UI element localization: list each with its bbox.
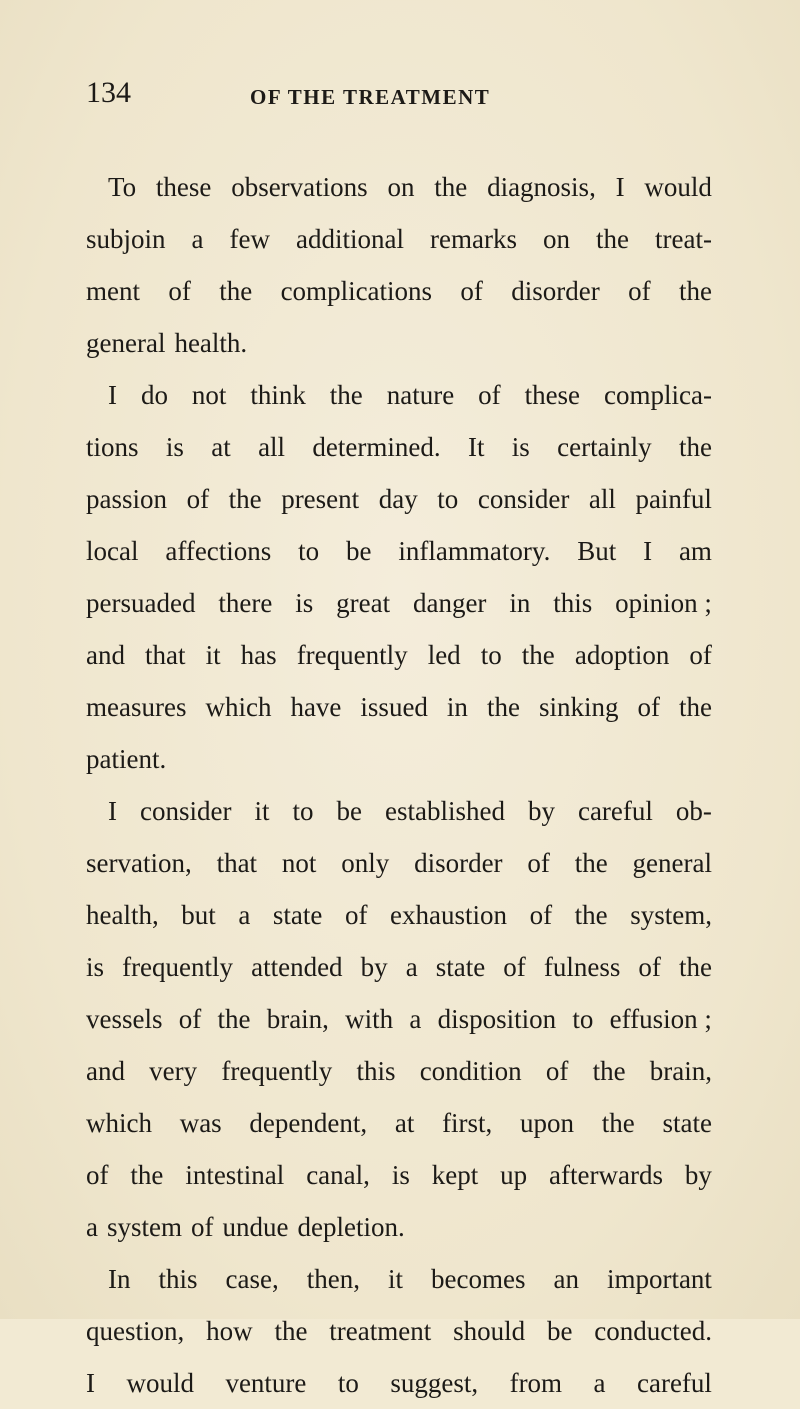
word: of	[344, 900, 368, 930]
word: servation,	[86, 848, 192, 878]
word: be	[346, 536, 372, 566]
text-line	[86, 941, 712, 993]
word: then,	[306, 1264, 360, 1294]
word: condition	[419, 1056, 522, 1086]
text-line	[86, 889, 712, 941]
word: is	[511, 432, 530, 462]
word: day	[378, 484, 418, 514]
word: patient.	[86, 744, 167, 774]
word: of	[689, 640, 712, 670]
word: the	[486, 692, 520, 722]
word: a	[593, 1368, 606, 1398]
word: subjoin	[86, 224, 166, 254]
word: from	[509, 1368, 563, 1398]
word: is	[391, 1160, 410, 1190]
word: the	[678, 692, 712, 722]
word: few	[229, 224, 271, 254]
word: the	[678, 276, 712, 306]
word: led	[427, 640, 461, 670]
word: vessels	[86, 1004, 163, 1034]
text-line	[86, 317, 712, 369]
word: system	[106, 1212, 182, 1242]
word: has	[240, 640, 277, 670]
word: painful	[635, 484, 712, 514]
word: complications	[280, 276, 433, 306]
word: very	[149, 1056, 198, 1086]
word: complica-	[603, 380, 712, 410]
word: in	[446, 692, 468, 722]
word: persuaded	[86, 588, 196, 618]
word: it	[254, 796, 270, 826]
word: have	[290, 692, 342, 722]
text-line	[86, 1201, 712, 1253]
word: a	[238, 900, 251, 930]
word: how	[206, 1316, 253, 1346]
word: frequently	[221, 1056, 333, 1086]
word: exhaustion	[390, 900, 508, 930]
word: undue	[222, 1212, 289, 1242]
word: all	[258, 432, 286, 462]
word: danger	[412, 588, 487, 618]
word: disposition	[437, 1004, 557, 1034]
word: the	[219, 276, 253, 306]
word: effusion ;	[609, 1004, 712, 1034]
word: ment	[86, 276, 140, 306]
word: treat-	[655, 224, 712, 254]
word: be	[546, 1316, 573, 1346]
word: there	[218, 588, 273, 618]
text-line	[86, 1305, 712, 1357]
word: of	[638, 952, 661, 982]
word: measures	[86, 692, 187, 722]
word: state	[662, 1108, 712, 1138]
word: on	[387, 172, 415, 202]
word: I	[615, 172, 625, 202]
word: certainly	[557, 432, 652, 462]
word: system,	[630, 900, 712, 930]
word: the	[592, 1056, 626, 1086]
text-line	[86, 473, 712, 525]
word: at	[211, 432, 231, 462]
word: of	[527, 848, 550, 878]
word: the	[434, 172, 468, 202]
text-line	[86, 577, 712, 629]
text-line	[86, 369, 712, 421]
word: that	[145, 640, 186, 670]
word: I	[108, 380, 117, 410]
text-line	[86, 161, 712, 213]
word: To	[108, 172, 137, 202]
word: is	[295, 588, 314, 618]
word: venture	[225, 1368, 307, 1398]
word: a	[409, 1004, 422, 1034]
word: by	[527, 796, 555, 826]
word: the	[678, 432, 712, 462]
text-line	[86, 1045, 712, 1097]
word: it	[205, 640, 221, 670]
word: In	[108, 1264, 131, 1294]
word: attended	[251, 952, 343, 982]
word: at	[394, 1108, 415, 1138]
word: by	[360, 952, 388, 982]
word: of	[628, 276, 651, 306]
word: the	[596, 224, 630, 254]
text-line	[86, 993, 712, 1045]
word: kept	[431, 1160, 479, 1190]
word: case,	[225, 1264, 279, 1294]
text-line	[86, 265, 712, 317]
word: opinion ;	[615, 588, 712, 618]
word: frequently	[122, 952, 234, 982]
text-line	[86, 1253, 712, 1305]
word: conducted.	[594, 1316, 712, 1346]
text-line	[86, 525, 712, 577]
word: to	[480, 640, 502, 670]
word: to	[337, 1368, 359, 1398]
word: on	[543, 224, 571, 254]
text-line	[86, 1097, 712, 1149]
word: nature	[386, 380, 455, 410]
word: the	[274, 1316, 308, 1346]
word: of	[545, 1056, 569, 1086]
word: first,	[442, 1108, 493, 1138]
word: was	[179, 1108, 222, 1138]
word: important	[606, 1264, 712, 1294]
word: all	[588, 484, 616, 514]
word: this	[553, 588, 593, 618]
word: the	[329, 380, 363, 410]
word: this	[158, 1264, 198, 1294]
word: of	[168, 276, 191, 306]
word: the	[574, 848, 608, 878]
text-line	[86, 837, 712, 889]
word: intestinal	[185, 1160, 285, 1190]
word: which	[205, 692, 272, 722]
word: tions	[86, 432, 139, 462]
word: by	[684, 1160, 712, 1190]
word: of	[186, 484, 210, 514]
word: of	[637, 692, 660, 722]
text-line	[86, 1357, 712, 1409]
word: becomes	[431, 1264, 526, 1294]
word: this	[356, 1056, 396, 1086]
word: to	[292, 796, 314, 826]
word: that	[216, 848, 258, 878]
word: the	[217, 1004, 251, 1034]
word: do	[140, 380, 168, 410]
word: general	[86, 328, 166, 358]
text-line	[86, 213, 712, 265]
word: but	[181, 900, 216, 930]
word: depletion.	[297, 1212, 405, 1242]
word: disorder	[414, 848, 503, 878]
word: health,	[86, 900, 159, 930]
word: careful	[636, 1368, 712, 1398]
word: of	[503, 952, 526, 982]
word: additional	[296, 224, 405, 254]
word: and	[86, 640, 125, 670]
word: dependent,	[249, 1108, 368, 1138]
word: the	[601, 1108, 635, 1138]
text-line	[86, 1149, 712, 1201]
word: these	[155, 172, 212, 202]
word: in	[509, 588, 531, 618]
word: a	[191, 224, 204, 254]
word: of	[191, 1212, 214, 1242]
word: up	[500, 1160, 528, 1190]
word: passion	[86, 484, 167, 514]
word: would	[126, 1368, 194, 1398]
word: am	[678, 536, 712, 566]
word: disorder	[511, 276, 600, 306]
word: should	[453, 1316, 526, 1346]
running-title: OF THE TREATMENT	[250, 85, 491, 109]
word: adoption	[574, 640, 670, 670]
word: and	[86, 1056, 125, 1086]
word: present	[281, 484, 360, 514]
word: the	[130, 1160, 164, 1190]
word: brain,	[266, 1004, 329, 1034]
word: is	[86, 952, 105, 982]
word: consider	[140, 796, 232, 826]
text-line	[86, 785, 712, 837]
word: of	[529, 900, 553, 930]
word: careful	[577, 796, 653, 826]
word: I	[108, 796, 117, 826]
word: sinking	[538, 692, 619, 722]
word: upon	[520, 1108, 575, 1138]
word: established	[384, 796, 505, 826]
word: general	[632, 848, 712, 878]
word: local	[86, 536, 139, 566]
word: the	[521, 640, 555, 670]
word: canal,	[306, 1160, 370, 1190]
word: a	[86, 1212, 98, 1242]
word: state	[272, 900, 323, 930]
word: great	[336, 588, 391, 618]
word: diagnosis,	[487, 172, 596, 202]
word: the	[678, 952, 712, 982]
text-line	[86, 733, 712, 785]
word: inflammatory.	[398, 536, 551, 566]
body-text	[86, 161, 712, 1409]
word: afterwards	[549, 1160, 663, 1190]
word: observations	[231, 172, 368, 202]
word: to	[437, 484, 459, 514]
word: not	[191, 380, 227, 410]
word: it	[387, 1264, 403, 1294]
word: suggest,	[390, 1368, 479, 1398]
word: would	[644, 172, 712, 202]
word: determined.	[312, 432, 441, 462]
word: think	[250, 380, 306, 410]
word: fulness	[543, 952, 621, 982]
word: with	[345, 1004, 394, 1034]
word: not	[281, 848, 317, 878]
word: to	[298, 536, 320, 566]
word: a	[405, 952, 418, 982]
word: I	[643, 536, 653, 566]
word: question,	[86, 1316, 185, 1346]
word: brain,	[649, 1056, 712, 1086]
word: issued	[360, 692, 428, 722]
word: of	[178, 1004, 202, 1034]
word: an	[553, 1264, 579, 1294]
word: the	[228, 484, 262, 514]
word: of	[86, 1160, 109, 1190]
word: which	[86, 1108, 152, 1138]
page-header	[86, 76, 736, 116]
word: to	[572, 1004, 594, 1034]
word: frequently	[296, 640, 408, 670]
text-line	[86, 421, 712, 473]
word: only	[341, 848, 390, 878]
word: treatment	[329, 1316, 432, 1346]
word: health.	[174, 328, 248, 358]
text-line	[86, 629, 712, 681]
word: It	[467, 432, 485, 462]
word: remarks	[430, 224, 517, 254]
word: consider	[477, 484, 570, 514]
word: affections	[165, 536, 272, 566]
word: ob-	[675, 796, 712, 826]
word: of	[478, 380, 501, 410]
word: of	[460, 276, 483, 306]
word: is	[165, 432, 184, 462]
page-number: 134	[86, 76, 131, 109]
word: But	[577, 536, 617, 566]
word: be	[336, 796, 362, 826]
word: the	[574, 900, 608, 930]
word: these	[524, 380, 581, 410]
text-line	[86, 681, 712, 733]
word: state	[435, 952, 486, 982]
word: I	[86, 1368, 95, 1398]
